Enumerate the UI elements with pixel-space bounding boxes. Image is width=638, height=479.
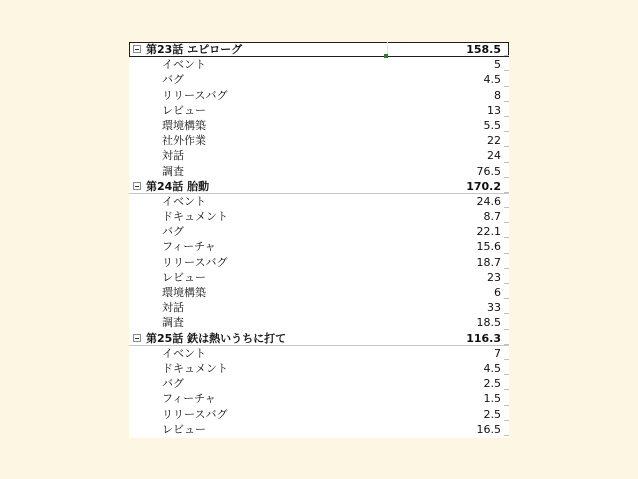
item-value: 33 (487, 301, 501, 315)
item-label: レビュー (162, 103, 206, 117)
row-tick (504, 131, 509, 132)
table-row[interactable] (129, 391, 509, 406)
item-value: 16.5 (476, 422, 501, 436)
row-tick (504, 283, 509, 284)
row-tick (504, 70, 509, 71)
row-tick (504, 237, 509, 238)
row-tick (504, 313, 509, 314)
item-value: 23 (487, 270, 501, 284)
row-tick (504, 329, 509, 330)
item-label: イベント (162, 58, 206, 72)
item-value: 2.5 (483, 407, 501, 421)
table-row[interactable] (129, 270, 509, 285)
collapse-icon[interactable] (133, 334, 141, 342)
item-value: 1.5 (483, 392, 501, 406)
row-tick (504, 359, 509, 360)
group-row-ep23[interactable] (129, 42, 509, 57)
table-row[interactable] (129, 315, 509, 330)
table-row[interactable] (129, 300, 509, 315)
row-tick (504, 268, 509, 269)
item-value: 8 (494, 88, 501, 102)
table-row[interactable] (129, 285, 509, 300)
item-label: バグ (162, 377, 184, 391)
row-tick (504, 192, 509, 193)
group-row-ep25[interactable] (129, 331, 509, 346)
row-tick (504, 253, 509, 254)
item-label: ドキュメント (162, 361, 228, 375)
row-tick (504, 146, 509, 147)
table-row[interactable] (129, 118, 509, 133)
row-tick (504, 116, 509, 117)
item-label: 環境構築 (162, 118, 206, 132)
row-tick (504, 101, 509, 102)
item-value: 22.1 (476, 225, 501, 239)
row-tick (504, 435, 509, 436)
item-value: 5.5 (483, 118, 501, 132)
row-tick (504, 389, 509, 390)
row-tick (504, 420, 509, 421)
item-value: 4.5 (483, 361, 501, 375)
group-total: 116.3 (466, 331, 501, 345)
group-label: 第24話 胎動 (146, 179, 210, 193)
table-row[interactable] (129, 376, 509, 391)
item-value: 6 (494, 286, 501, 299)
item-label: リリースバグ (162, 407, 228, 421)
row-tick (504, 86, 509, 87)
table-row[interactable] (129, 148, 509, 163)
item-label: フィーチャ (162, 392, 216, 406)
item-label: フィーチャ (162, 240, 216, 254)
item-value: 4.5 (483, 73, 501, 87)
item-label: バグ (162, 225, 184, 239)
item-label: 対話 (162, 149, 184, 163)
item-value: 13 (487, 103, 501, 117)
table-row[interactable] (129, 194, 509, 209)
item-label: リリースバグ (162, 88, 228, 102)
row-tick (504, 162, 509, 163)
item-label: 対話 (162, 301, 184, 315)
row-tick (504, 405, 509, 406)
table-row[interactable] (129, 209, 509, 224)
row-tick (504, 207, 509, 208)
item-label: 環境構築 (162, 286, 206, 299)
table-row[interactable] (129, 361, 509, 376)
item-label: レビュー (162, 422, 206, 436)
item-value: 2.5 (483, 377, 501, 391)
group-label: 第25話 鉄は熱いうちに打て (146, 331, 287, 345)
collapse-icon[interactable] (133, 182, 141, 190)
row-tick (504, 55, 509, 56)
item-label: 社外作業 (162, 134, 206, 148)
table-row[interactable] (129, 224, 509, 239)
table-row[interactable] (129, 57, 509, 72)
table-row[interactable] (129, 407, 509, 422)
pivot-table (129, 42, 509, 438)
item-value: 5 (494, 58, 501, 72)
table-row[interactable] (129, 255, 509, 270)
row-tick (504, 222, 509, 223)
collapse-icon[interactable] (133, 45, 141, 53)
item-label: 調査 (162, 164, 184, 178)
item-label: ドキュメント (162, 210, 228, 224)
table-row[interactable] (129, 103, 509, 118)
item-value: 24.6 (476, 194, 501, 208)
item-label: イベント (162, 346, 206, 360)
item-label: 調査 (162, 316, 184, 330)
item-value: 24 (487, 149, 501, 163)
row-tick (504, 344, 509, 345)
item-label: イベント (162, 194, 206, 208)
item-value: 18.7 (476, 255, 501, 269)
table-row[interactable] (129, 239, 509, 254)
table-row[interactable] (129, 346, 509, 361)
item-value: 22 (487, 134, 501, 148)
table-row[interactable] (129, 133, 509, 148)
item-label: リリースバグ (162, 255, 228, 269)
row-tick (504, 177, 509, 178)
item-value: 18.5 (476, 316, 501, 330)
table-row[interactable] (129, 88, 509, 103)
item-value: 15.6 (476, 240, 501, 254)
table-row[interactable] (129, 422, 509, 437)
row-tick (504, 298, 509, 299)
item-value: 8.7 (483, 210, 501, 224)
group-total: 158.5 (466, 43, 501, 56)
table-row[interactable] (129, 164, 509, 179)
item-label: バグ (162, 73, 184, 87)
item-label: レビュー (162, 270, 206, 284)
table-row[interactable] (129, 72, 509, 87)
group-row-ep24[interactable] (129, 179, 509, 194)
item-value: 7 (494, 346, 501, 360)
group-label: 第23話 エピローグ (146, 43, 243, 56)
row-tick (504, 374, 509, 375)
group-total: 170.2 (466, 179, 501, 193)
item-value: 76.5 (476, 164, 501, 178)
